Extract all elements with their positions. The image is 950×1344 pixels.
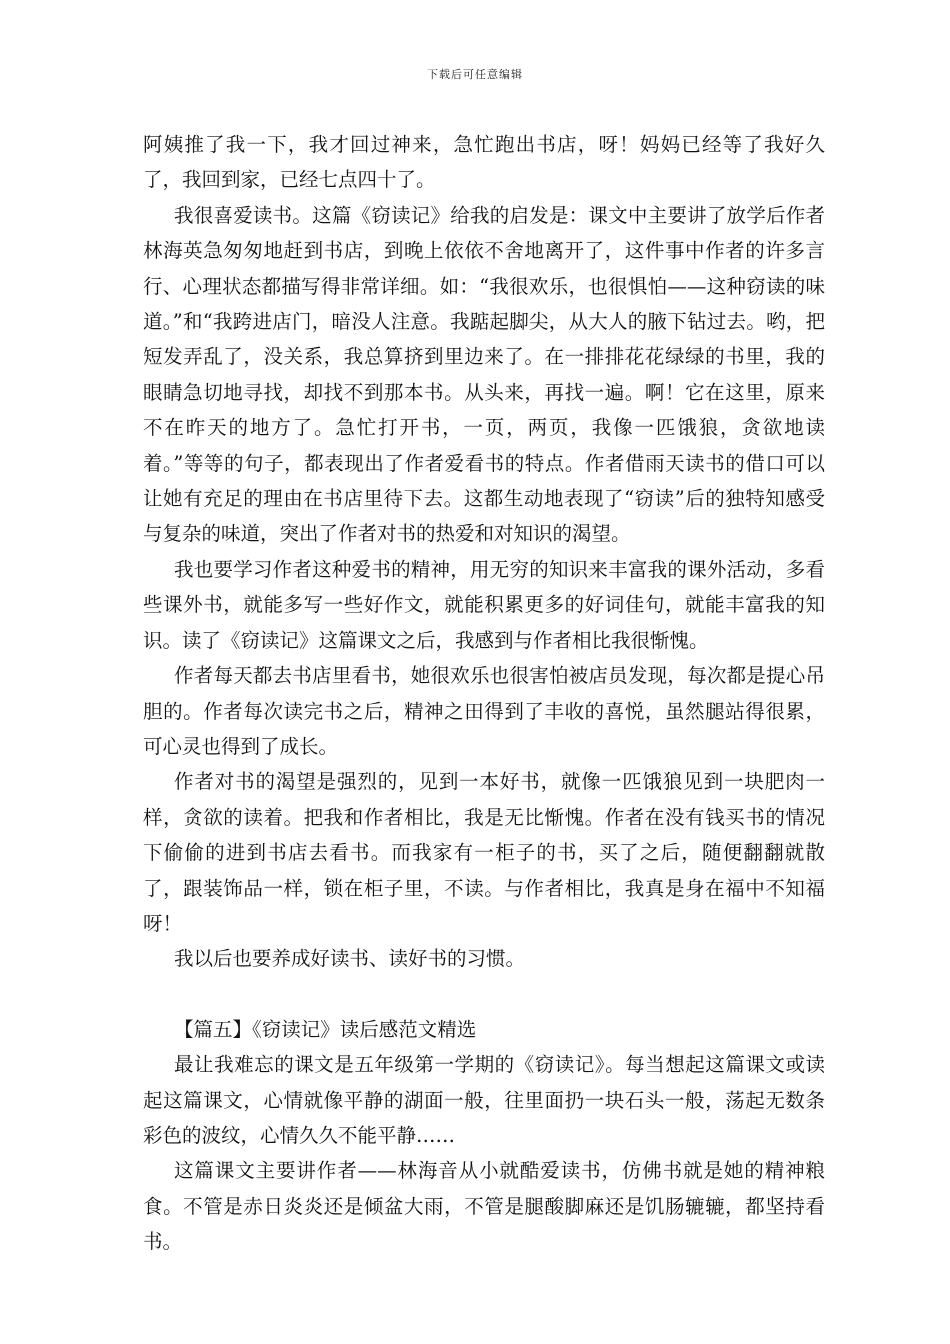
paragraph-continuation: 阿姨推了我一下，我才回过神来，急忙跑出书店，呀！妈妈已经等了我好久了，我回到家，已经七点四十了。 — [143, 133, 825, 192]
paragraph: 作者对书的渴望是强烈的，见到一本好书，就像一匹饿狼见到一块肥肉一样，贪欲的读着。把我和作者相比，我是无比惭愧。作者在没有钱买书的情况下偷偷的进到书店去看书。而我家有一柜子的书，买了之后，随便翻翻就散了，跟装饰品一样，锁在柜子里，不读。与作者相比，我真是身在福中不知福呀！ — [143, 770, 825, 935]
section-heading: 【篇五】《窃读记》读后感范文精选 — [174, 1017, 477, 1041]
paragraph: 作者每天都去书店里看书，她很欢乐也很害怕被店员发现，每次都是提心吊胆的。作者每次读完书之后，精神之田得到了丰收的喜悦，虽然腿站得很累，可心灵也得到了成长。 — [143, 664, 825, 758]
paragraph: 这篇课文主要讲作者——林海音从小就酷爱读书，仿佛书就是她的精神粮食。不管是赤日炎炎还是倾盆大雨，不管是腿酸脚麻还是饥肠辘辘，都坚持看书。 — [143, 1159, 825, 1254]
page-header: 下载后可任意编辑 — [427, 68, 523, 81]
document-body — [143, 127, 825, 1260]
paragraph: 我也要学习作者这种爱书的精神，用无穷的知识来丰富我的课外活动，多看些课外书，就能多写一些好作文，就能积累更多的好词佳句，就能丰富我的知识。读了《窃读记》这篇课文之后，我感到与作者相比我很惭愧。 — [143, 557, 825, 652]
paragraph: 我以后也要养成好读书、读好书的习惯。 — [174, 947, 526, 971]
paragraph: 我很喜爱读书。这篇《窃读记》给我的启发是：课文中主要讲了放学后作者林海英急匆匆地赶到书店，到晚上依依不舍地离开了，这件事中作者的许多言行、心理状态都描写得非常详细。如：“我很欢乐，也很惧怕——这种窃读的味道。”和“我跨进店门，暗没人注意。我踮起脚尖，从大人的腋下钻过去。哟，把短发弄乱了，没关系，我总算挤到里边来了。在一排排花花绿绿的书里，我的眼睛急切地寻找，却找不到那本书。从头来，再找一遍。啊！它在这里，原来不在昨天的地方了。急忙打开书，一页，两页，我像一匹饿狼，贪欲地读着。”等等的句子，都表现出了作者爱看书的特点。作者借雨天读书的借口可以让她有充足的理由在书店里待下去。这都生动地表现了“窃读”后的独特知感受与复杂的味道，突出了作者对书的热爱和对知识的渴望。 — [143, 203, 825, 546]
paragraph: 最让我难忘的课文是五年级第一学期的《窃读记》。每当想起这篇课文或读起这篇课文，心情就像平静的湖面一般，往里面扔一块石头一般，荡起无数条彩色的波纹，心情久久不能平静…… — [143, 1053, 825, 1147]
